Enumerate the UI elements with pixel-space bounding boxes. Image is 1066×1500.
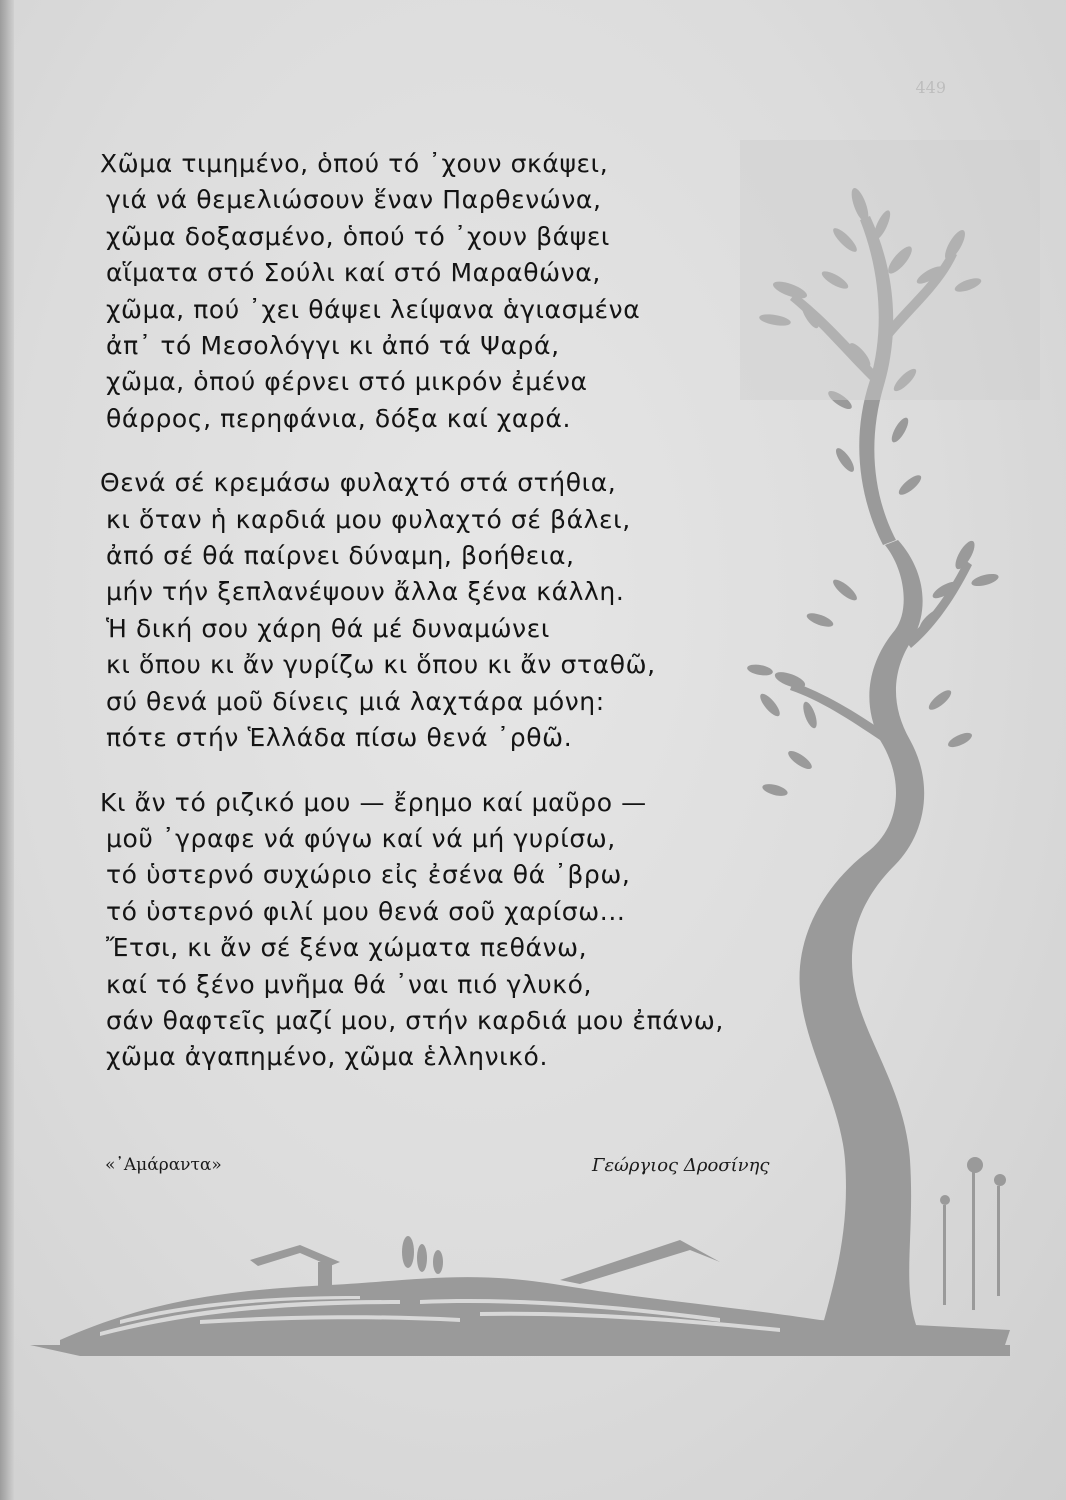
poem-line: αἵματα στό Σούλι καί στό Μαραθώνα, xyxy=(106,258,601,288)
poem xyxy=(100,146,740,1104)
source-title: «᾽Αμάραντα» xyxy=(105,1155,222,1175)
poem-line: Χῶμα τιμημένο, ὁπού τό ᾽χουν σκάψει, xyxy=(100,149,609,178)
poem-line: γιά νά θεμελιώσουν ἕναν Παρθενώνα, xyxy=(106,185,602,215)
poem-line: κι ὅταν ἡ καρδιά μου φυλαχτό σέ βάλει, xyxy=(106,504,631,534)
poem-line: σάν θαφτεῖς μαζί μου, στήν καρδιά μου ἐπάνω, xyxy=(106,1005,724,1035)
poem-line: Ἔτσι, κι ἄν σέ ξένα χώματα πεθάνω, xyxy=(106,933,588,963)
poem-line: σύ θενά μοῦ δίνεις μιά λαχτάρα μόνη: xyxy=(106,686,605,716)
poem-line: κι ὅπου κι ἄν γυρίζω κι ὅπου κι ἄν σταθῶ, xyxy=(106,650,656,680)
landscape-field-front xyxy=(30,1345,1010,1356)
cypress-tree xyxy=(417,1244,427,1272)
poem-line: χῶμα δοξασμένο, ὁπού τό ᾽χουν βάψει xyxy=(106,221,610,251)
poem-line: μοῦ ᾽γραφε νά φύγω καί νά μή γυρίσω, xyxy=(106,823,616,853)
cypress-tree xyxy=(433,1250,443,1274)
poem-line: πότε στήν Ἑλλάδα πίσω θενά ᾽ρθῶ. xyxy=(106,723,573,753)
poem-line: μήν τήν ξεπλανέψουν ἄλλα ξένα κάλλη. xyxy=(106,577,625,607)
stanza-2 xyxy=(100,465,740,756)
poem-line: Θενά σέ κρεμάσω φυλαχτό στά στήθια, xyxy=(100,468,617,498)
tree-trunk xyxy=(800,540,925,1335)
house-wall xyxy=(318,1262,332,1286)
poem-line: τό ὑστερνό συχώριο εἰς ἐσένα θά ᾽βρω, xyxy=(106,860,631,890)
stanza-3 xyxy=(100,785,740,1076)
stanza-1 xyxy=(100,146,740,437)
poem-line: χῶμα, πού ᾽χει θάψει λείψανα ἁγιασμένα xyxy=(106,294,641,324)
poem-line: θάρρος, περηφάνια, δόξα καί χαρά. xyxy=(106,403,572,433)
mountain xyxy=(560,1240,720,1284)
poem-line: καί τό ξένο μνῆμα θά ᾽ναι πιό γλυκό, xyxy=(106,969,593,999)
faint-background-wash xyxy=(740,140,1040,400)
page-number: 449 xyxy=(915,78,946,97)
poem-line: χῶμα, ὁπού φέρνει στό μικρόν ἐμένα xyxy=(106,367,588,397)
poem-line: Ἡ δική σου χάρη θά μέ δυναμώνει xyxy=(106,613,550,643)
poem-line: ἀπ᾽ τό Μεσολόγγι κι ἀπό τά Ψαρά, xyxy=(106,331,560,361)
author-name: Γεώργιος Δροσίνης xyxy=(592,1155,770,1176)
flowers xyxy=(940,1157,1006,1310)
poem-line: ἀπό σέ θά παίρνει δύναμη, βοήθεια, xyxy=(106,541,575,571)
poem-line: Κι ἄν τό ριζικό μου — ἔρημο καί μαῦρο — xyxy=(100,787,647,817)
poem-line: τό ὑστερνό φιλί μου θενά σοῦ χαρίσω... xyxy=(106,896,626,926)
cypress-tree xyxy=(402,1236,414,1268)
poem-line: χῶμα ἀγαπημένο, χῶμα ἑλληνικό. xyxy=(106,1042,548,1072)
